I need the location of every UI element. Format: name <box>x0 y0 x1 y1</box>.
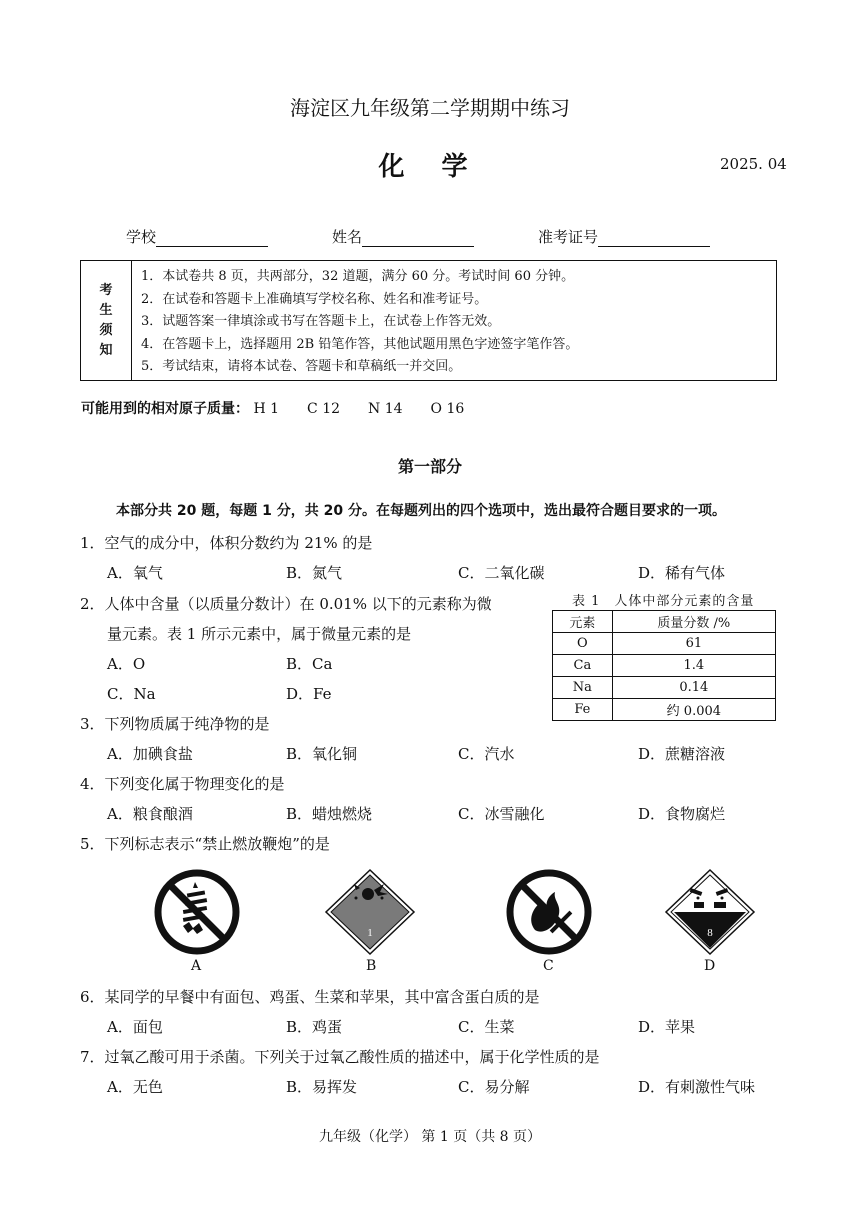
notice-box <box>80 260 777 381</box>
sign-d-number: 8 <box>707 927 713 939</box>
notice-list <box>141 266 578 379</box>
atomic-masses-label: 可能用到的相对原子质量： <box>81 401 249 417</box>
q2-option-a: A．O <box>107 655 146 673</box>
table-row: O 61 <box>553 633 776 655</box>
student-info-fields <box>126 226 710 247</box>
page-footer: 九年级（化学） 第 1 页（共 8 页） <box>318 1129 542 1145</box>
notice-item: 3．试题答案一律填涂或书写在答题卡上，在试卷上作答无效。 <box>141 314 501 329</box>
q3-option-a: A．加碘食盐 <box>107 745 193 763</box>
q6-option-a: A．面包 <box>107 1018 163 1036</box>
part-one-instruction: 本部分共 20 题，每题 1 分，共 20 分。在每题列出的四个选项中，选出最符合题目要求的一项。 <box>116 503 726 519</box>
q3-option-c: C．汽水 <box>458 745 515 763</box>
school-blank <box>156 230 268 247</box>
sign-a-label: A <box>191 958 202 974</box>
q6-option-b: B．鸡蛋 <box>286 1018 343 1036</box>
table-row: Ca 1.4 <box>553 655 776 677</box>
exam-title: 海淀区九年级第二学期期中练习 <box>290 96 570 120</box>
q1-option-d: D．稀有气体 <box>638 564 726 582</box>
table-row: Na 0.14 <box>553 677 776 699</box>
notice-item: 4．在答题卡上，选择题用 2B 铅笔作答，其他试题用黑色字迹签字笔作答。 <box>141 336 579 352</box>
corrosive-sign-icon <box>664 868 756 956</box>
question-3: 3．下列物质属于纯净物的是 <box>80 715 270 733</box>
q7-option-d: D．有刺激性气味 <box>638 1078 756 1096</box>
name-label: 姓名 <box>332 228 363 246</box>
notice-side-label: 考 生 须 知 <box>81 261 132 380</box>
notice-item: 1．本试卷共 8 页，共两部分，32 道题，满分 60 分。考试时间 60 分钟。 <box>141 269 575 284</box>
question-2: 2．人体中含量（以质量分数计）在 0.01% 以下的元素称为微 <box>80 595 492 613</box>
notice-item: 2．在试卷和答题卡上准确填写学校名称、姓名和准考证号。 <box>141 291 488 307</box>
sign-b-number: 1 <box>367 927 373 939</box>
q2-option-c: C．Na <box>107 685 156 703</box>
q1-option-a: A．氧气 <box>107 564 163 582</box>
q3-option-b: B．氧化铜 <box>286 745 358 763</box>
table-1-caption: 表 1 人体中部分元素的含量 <box>572 594 755 609</box>
subject-title: 化 学 <box>378 152 482 182</box>
no-open-flame-sign-icon <box>505 868 593 956</box>
question-7: 7．过氧乙酸可用于杀菌。下列关于过氧乙酸性质的描述中，属于化学性质的是 <box>80 1048 600 1066</box>
question-1: 1．空气的成分中，体积分数约为 21% 的是 <box>80 534 373 552</box>
q1-option-b: B．氮气 <box>286 564 343 582</box>
q3-option-d: D．蔗糖溶液 <box>638 745 726 763</box>
table-header-cell: 元素 <box>553 611 613 633</box>
q4-option-a: A．粮食酿酒 <box>107 805 193 823</box>
table-header-row <box>553 611 776 633</box>
q4-option-b: B．蜡烛燃烧 <box>286 805 373 823</box>
question-4: 4．下列变化属于物理变化的是 <box>80 775 285 793</box>
notice-item: 5．考试结束，请将本试卷、答题卡和草稿纸一并交回。 <box>141 359 462 374</box>
atomic-masses: 可能用到的相对原子质量： H 1 C 12 N 14 O 16 <box>81 401 465 417</box>
sign-b-label: B <box>366 958 377 974</box>
q7-option-a: A．无色 <box>107 1078 163 1096</box>
explosive-sign-icon <box>324 868 416 956</box>
exam-date: 2025. 04 <box>720 155 787 173</box>
q7-option-b: B．易挥发 <box>286 1078 358 1096</box>
q4-option-c: C．冰雪融化 <box>458 805 545 823</box>
sign-c-label: C <box>543 958 554 974</box>
table-header-cell: 质量分数 /% <box>612 611 775 633</box>
q2-option-b: B．Ca <box>286 655 333 673</box>
q6-option-c: C．生菜 <box>458 1018 515 1036</box>
sign-d-label: D <box>704 958 716 974</box>
table-row: Fe 约 0.004 <box>553 699 776 721</box>
exam-id-blank <box>598 230 710 247</box>
q1-option-c: C．二氧化碳 <box>458 564 545 582</box>
q6-option-d: D．苹果 <box>638 1018 696 1036</box>
school-label: 学校 <box>126 228 157 246</box>
q4-option-d: D．食物腐烂 <box>638 805 726 823</box>
q7-option-c: C．易分解 <box>458 1078 530 1096</box>
part-one-heading: 第一部分 <box>397 457 462 476</box>
no-firecrackers-sign-icon <box>153 868 241 956</box>
question-6: 6．某同学的早餐中有面包、鸡蛋、生菜和苹果，其中富含蛋白质的是 <box>80 988 540 1006</box>
exam-id-label: 准考证号 <box>538 228 599 246</box>
table-1 <box>552 610 776 721</box>
question-2-cont: 量元素。表 1 所示元素中，属于微量元素的是 <box>107 625 412 643</box>
q2-option-d: D．Fe <box>286 685 332 703</box>
name-blank <box>362 230 474 247</box>
question-5: 5．下列标志表示“禁止燃放鞭炮”的是 <box>80 835 330 853</box>
